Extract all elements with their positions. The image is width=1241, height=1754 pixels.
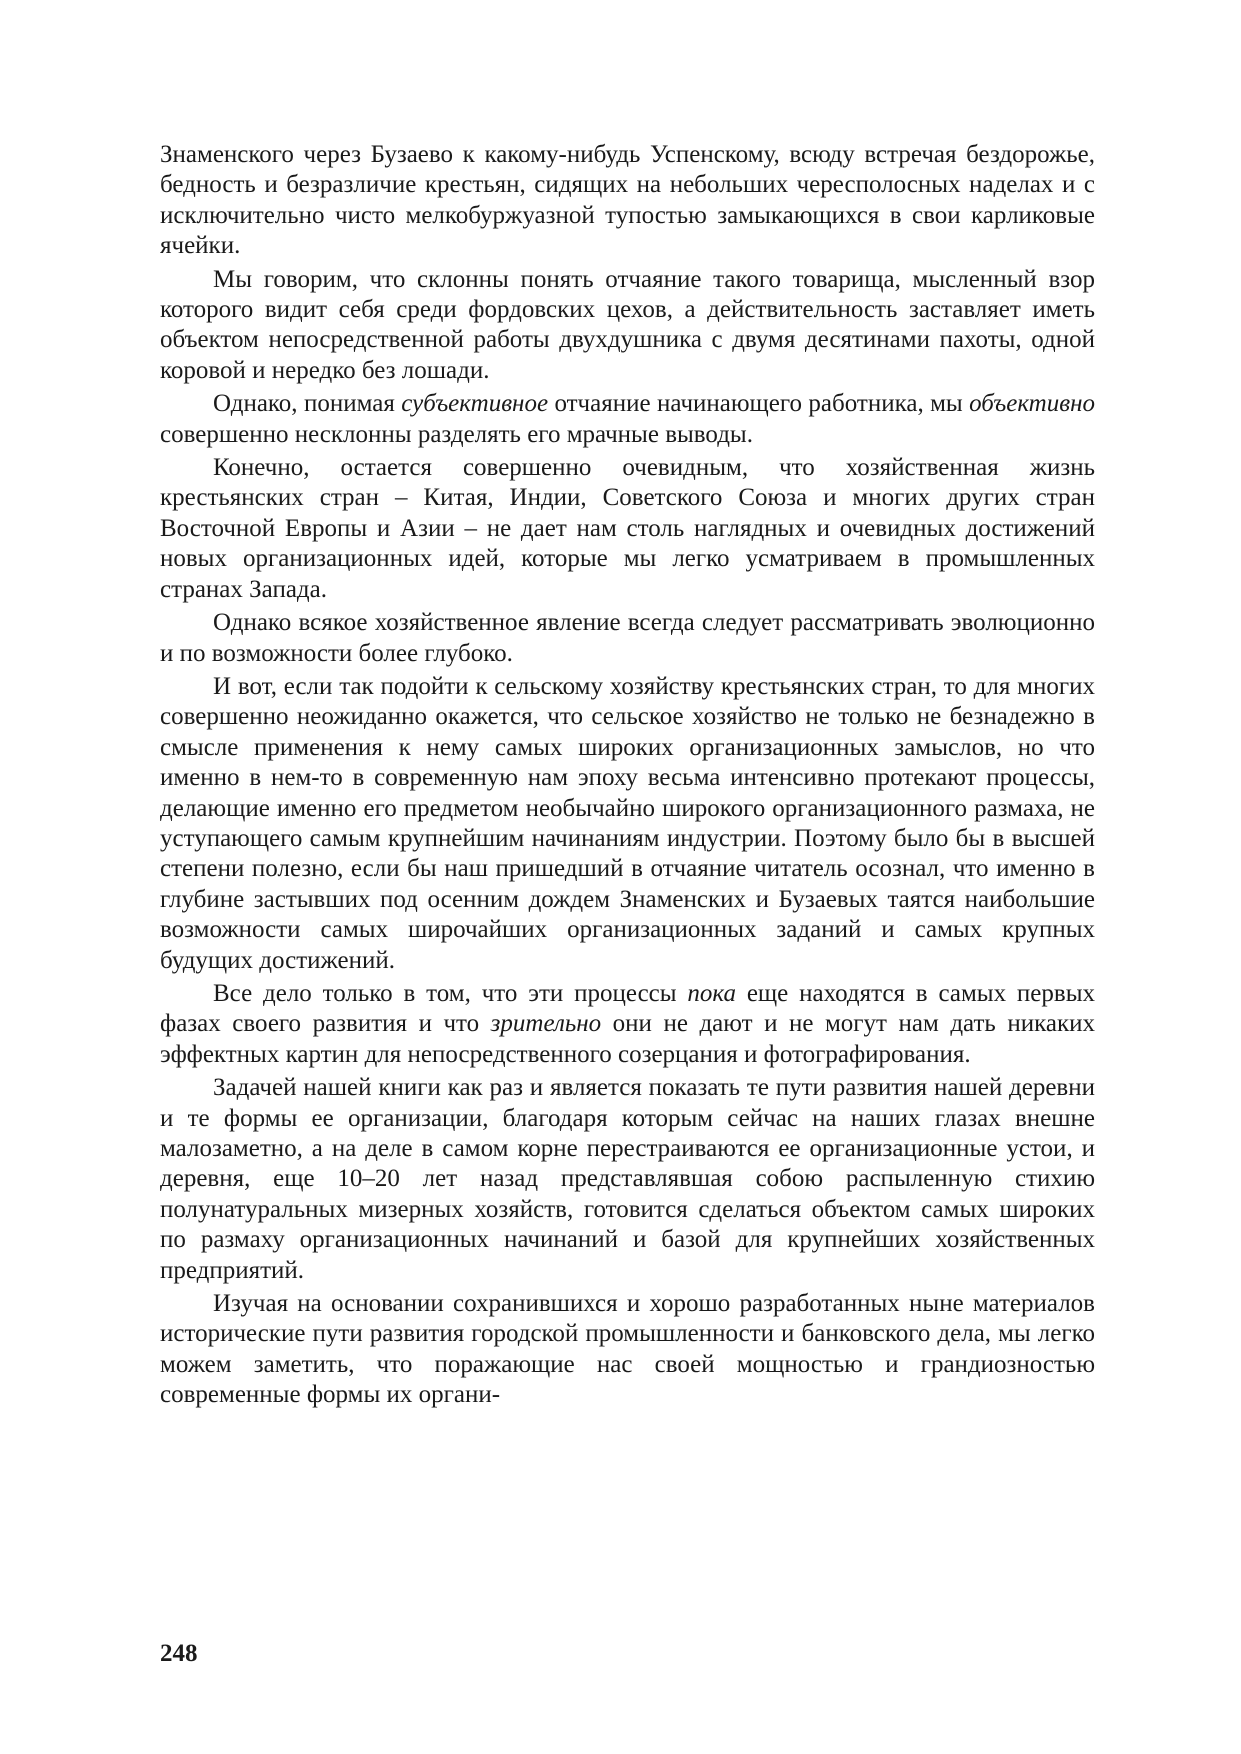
text-segment: Конечно, остается совершенно очевидным, что хозяйственная жизнь крестьянских стран – Китая, Индии, Советского Союза и многих других стран Восточной Европы и Азии – не дает нам столь наглядных и очевидных достижений новых организационных идей, которые мы легко усматриваем в промышленных странах Запада.	[160, 454, 1095, 603]
italic-emphasis: зрительно	[490, 1010, 602, 1038]
text-segment: И вот, если так подойти к сельскому хозяйству крестьянских стран, то для многих совершенно неожиданно окажется, что сельское хозяйство не только не безнадежно в смысле применения к нему самых широких организационных замыслов, но что именно в нем-то в современную нам эпоху весьма интенсивно протекают процессы, делающие именно его предметом необычайно широкого организационного размаха, не уступающего самым крупнейшим начинаниям индустрии. Поэтому было бы в высшей степени полезно, если бы наш пришедший в отчаяние читатель осознал, что именно в глубине застывших под осенним дождем Знаменских и Бузаевых таятся наибольшие возможности самых широчайших организационных заданий и самых крупных будущих достижений.	[160, 672, 1095, 974]
paragraph	[160, 1073, 1095, 1286]
text-segment: Однако всякое хозяйственное явление всегда следует рассматривать эволюционно и по возможности более глубоко.	[160, 609, 1095, 667]
text-segment: совершенно несклонны разделять его мрачные выводы.	[160, 420, 753, 448]
italic-emphasis: субъективное	[401, 390, 549, 418]
text-segment: отчаяние начинающего работника, мы	[548, 390, 970, 418]
italic-emphasis: пока	[687, 979, 736, 1007]
paragraph	[160, 453, 1095, 605]
paragraph	[160, 140, 1095, 262]
italic-emphasis: объективно	[969, 390, 1095, 418]
page-text-body	[160, 140, 1095, 1414]
paragraph	[160, 979, 1095, 1070]
paragraph	[160, 1289, 1095, 1411]
text-segment: Задачей нашей книги как раз и является показать те пути развития нашей деревни и те формы ее организации, благодаря которым сейчас на наших глазах внешне малозаметно, а на деле в самом корне перестраиваются ее организационные устои, и деревня, еще 10–20 лет назад представлявшая собою распыленную стихию полунатуральных мизерных хозяйств, готовится сделаться объектом самых широких по размаху организационных начинаний и базой для крупнейших хозяйственных предприятий.	[160, 1074, 1095, 1284]
text-segment: Мы говорим, что склонны понять отчаяние такого товарища, мысленный взор которого видит себя среди фордовских цехов, а действительность заставляет иметь объектом непосредственной работы двухдушника с двумя десятинами пахоты, одной коровой и нередко без лошади.	[160, 265, 1095, 384]
text-segment: еще находятся в самых первых фазах своего развития и что	[160, 979, 1095, 1038]
text-segment: Знаменского через Бузаево к какому-нибудь Успенскому, всюду встречая бездорожье, бедность и безразличие крестьян, сидящих на небольших чересполосных наделах и с исключительно чисто мелкобуржуазной тупостью замыкающихся в свои карликовые ячейки.	[160, 141, 1095, 260]
paragraph	[160, 608, 1095, 669]
paragraph	[160, 265, 1095, 387]
text-segment: Изучая на основании сохранившихся и хорошо разработанных ныне материалов исторические пути развития городской промышленности и банковского дела, мы легко можем заметить, что поражающие нас своей мощностью и грандиозностью современные формы их органи-	[160, 1290, 1095, 1409]
text-segment: Однако, понимая	[213, 390, 402, 418]
page-number: 248	[160, 1640, 198, 1667]
text-segment: они не дают и не могут нам дать никаких эффектных картин для непосредственного созерцания и фотографирования.	[160, 1010, 1095, 1068]
paragraph	[160, 672, 1095, 976]
text-segment: Все дело только в том, что эти процессы	[213, 979, 688, 1007]
paragraph	[160, 389, 1095, 450]
